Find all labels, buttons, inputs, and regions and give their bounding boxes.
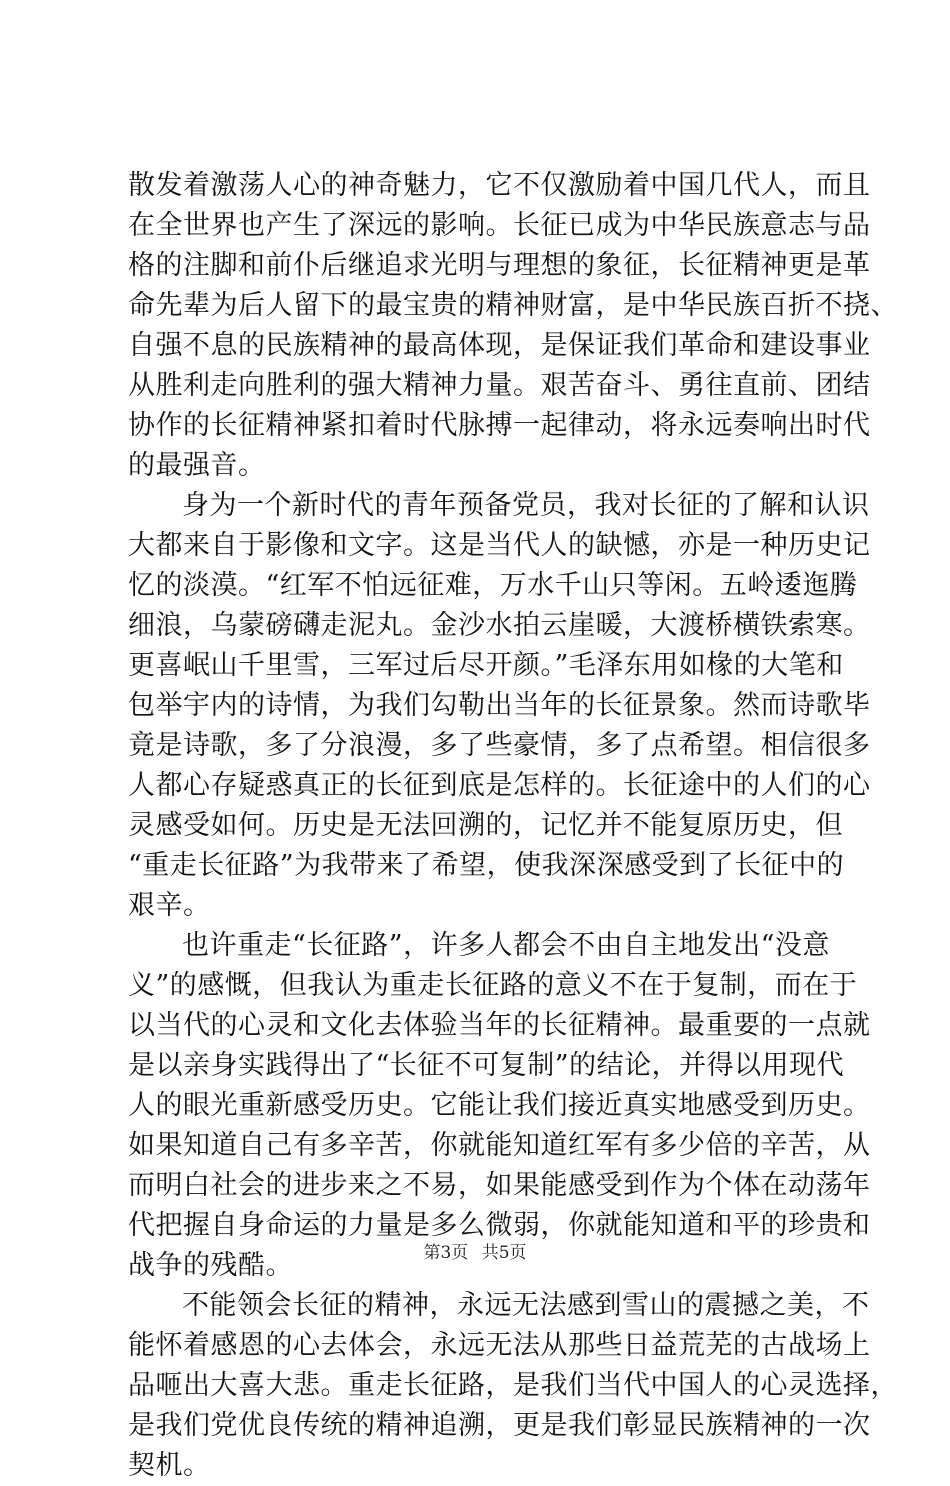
paragraph (128, 166, 898, 486)
paragraph (128, 926, 871, 1286)
text-line: 从胜利走向胜利的强大精神力量。艰苦奋斗、勇往直前、团结 (128, 370, 871, 401)
text-line: 的最强音。 (128, 450, 266, 481)
page-footer (0, 1241, 950, 1265)
text-line: 忆的淡漠。“红军不怕远征难，万水千山只等闲。五岭逶迤腾 (128, 570, 858, 601)
text-line: 也许重走“长征路”，许多人都会不由自主地发出“没意 (182, 930, 830, 961)
text-line: 代把握自身命运的力量是多么微弱，你就能知道和平的珍贵和 (128, 1210, 871, 1241)
paragraph (128, 486, 871, 926)
text-line: 细浪，乌蒙磅礴走泥丸。金沙水拍云崖暖，大渡桥横铁索寒。 (128, 610, 871, 641)
page-number: 第3页 (423, 1243, 469, 1263)
text-line: 如果知道自己有多辛苦，你就能知道红军有多少倍的辛苦，从 (128, 1130, 871, 1161)
text-line: 自强不息的民族精神的最高体现，是保证我们革命和建设事业 (128, 330, 871, 361)
text-line: 包举宇内的诗情，为我们勾勒出当年的长征景象。然而诗歌毕 (128, 690, 871, 721)
text-line: 命先辈为后人留下的最宝贵的精神财富，是中华民族百折不挠、 (128, 290, 898, 321)
text-line: “重走长征路”为我带来了希望，使我深深感受到了长征中的 (128, 850, 845, 881)
text-line: 而明白社会的进步来之不易，如果能感受到作为个体在动荡年 (128, 1170, 871, 1201)
document-body (128, 166, 898, 1486)
text-line: 灵感受如何。历史是无法回溯的，记忆并不能复原历史，但 (128, 810, 843, 841)
text-line: 在全世界也产生了深远的影响。长征已成为中华民族意志与品 (128, 210, 871, 241)
text-line: 大都来自于影像和文字。这是当代人的缺憾，亦是一种历史记 (128, 530, 871, 561)
text-line: 身为一个新时代的青年预备党员，我对长征的了解和认识 (182, 490, 870, 521)
text-line: 格的注脚和前仆后继追求光明与理想的象征，长征精神更是革 (128, 250, 871, 281)
text-line: 战争的残酷。 (128, 1250, 293, 1281)
text-line: 人都心存疑惑真正的长征到底是怎样的。长征途中的人们的心 (128, 770, 871, 801)
text-line: 以当代的心灵和文化去体验当年的长征精神。最重要的一点就 (128, 1010, 871, 1041)
text-line: 契机。 (128, 1450, 211, 1481)
text-line: 是以亲身实践得出了“长征不可复制”的结论，并得以用现代 (128, 1050, 845, 1081)
text-line: 义”的感慨，但我认为重走长征路的意义不在于复制，而在于 (128, 970, 858, 1001)
text-line: 是我们党优良传统的精神追溯，更是我们彰显民族精神的一次 (128, 1410, 871, 1441)
text-line: 协作的长征精神紧扣着时代脉搏一起律动，将永远奏响出时代 (128, 410, 871, 441)
text-line: 更喜岷山千里雪，三军过后尽开颜。”毛泽东用如椽的大笔和 (128, 650, 844, 681)
text-line: 人的眼光重新感受历史。它能让我们接近真实地感受到历史。 (128, 1090, 871, 1121)
text-line: 散发着激荡人心的神奇魅力，它不仅激励着中国几代人，而且 (128, 170, 871, 201)
text-line: 竟是诗歌，多了分浪漫，多了些豪情，多了点希望。相信很多 (128, 730, 871, 761)
text-line: 艰辛。 (128, 890, 211, 921)
page-total: 共5页 (481, 1243, 527, 1263)
text-line: 品咂出大喜大悲。重走长征路，是我们当代中国人的心灵选择， (128, 1370, 898, 1401)
paragraph (128, 1286, 898, 1486)
text-line: 不能领会长征的精神，永远无法感到雪山的震撼之美，不 (182, 1290, 870, 1321)
text-line: 能怀着感恩的心去体会，永远无法从那些日益荒芜的古战场上 (128, 1330, 871, 1361)
